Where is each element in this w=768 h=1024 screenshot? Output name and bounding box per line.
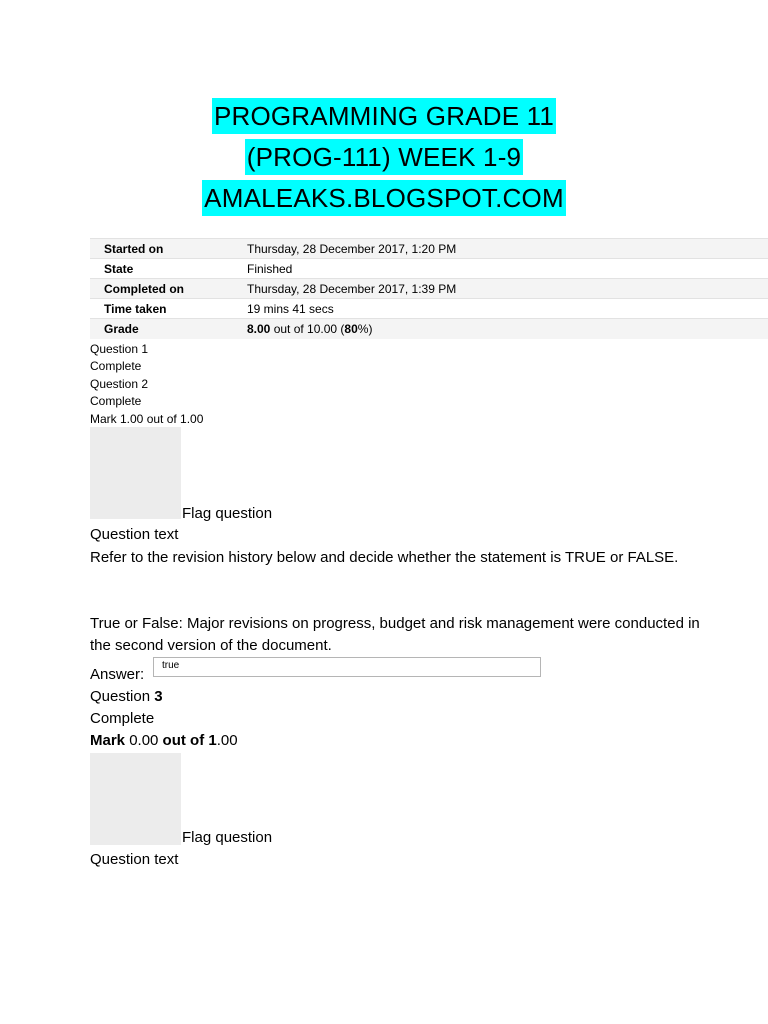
q2-label: Question 2 [90, 376, 149, 391]
grade-end: %) [357, 321, 373, 336]
question-statement: True or False: Major revisions on progress, budget and risk management were conducted in the second version of the document. [90, 615, 700, 654]
summary-row [90, 299, 768, 319]
title-line-2: (PROG-111) WEEK 1-9 [245, 139, 523, 175]
q3-mark-total: 1 [208, 732, 217, 749]
title-block [0, 98, 768, 221]
summary-label: Completed on [90, 279, 247, 299]
summary-label: Time taken [90, 299, 247, 319]
flag-question-link[interactable]: Flag question [182, 505, 273, 522]
flag-icon[interactable] [90, 427, 181, 519]
summary-label: State [90, 259, 247, 279]
answer-label: Answer: [90, 666, 145, 683]
flag-icon[interactable] [90, 753, 181, 845]
q3-mark-value: 0.00 [129, 732, 159, 749]
q1-label: Question 1 [90, 342, 149, 356]
q2-status: Complete [90, 394, 142, 409]
attempt-summary-table [90, 238, 768, 339]
q2-mark: Mark 1.00 out of 1.00 [90, 411, 204, 426]
q1-status: Complete [90, 359, 142, 374]
q3-mark [90, 730, 238, 752]
q3-mark-prefix: Mark [90, 732, 130, 749]
grade-mid: out of 10.00 ( [270, 321, 345, 336]
question-instruction: Refer to the revision history below and decide whether the statement is TRUE or FALSE. [90, 549, 679, 566]
summary-value: Thursday, 28 December 2017, 1:20 PM [247, 239, 768, 259]
grade-points: 8.00 [247, 321, 271, 336]
summary-row [90, 279, 768, 299]
question-text-heading: Question text [90, 851, 179, 868]
summary-label: Started on [90, 239, 247, 259]
summary-value: Finished [247, 259, 768, 279]
q3-label [90, 686, 163, 708]
q3-mark-total-rest: .00 [216, 732, 238, 749]
summary-value: Thursday, 28 December 2017, 1:39 PM [247, 279, 768, 299]
question-info-block [90, 341, 203, 428]
title-line-1: PROGRAMMING GRADE 11 [212, 98, 556, 134]
title-line-3: AMALEAKS.BLOGSPOT.COM [202, 180, 566, 216]
q3-number: 3 [154, 688, 163, 705]
q3-label-prefix: Question [90, 688, 155, 705]
q3-mark-mid: out of [158, 732, 209, 749]
grade-value [247, 319, 768, 339]
summary-value: 19 mins 41 secs [247, 299, 768, 319]
summary-label: Grade [90, 319, 247, 339]
q3-status: Complete [90, 710, 155, 727]
flag-question-link[interactable]: Flag question [182, 829, 273, 846]
summary-row [90, 259, 768, 279]
summary-row [90, 319, 768, 339]
grade-percent: 80 [344, 321, 358, 336]
question-text-heading: Question text [90, 526, 179, 543]
summary-row [90, 239, 768, 259]
answer-input[interactable]: true [153, 657, 541, 677]
